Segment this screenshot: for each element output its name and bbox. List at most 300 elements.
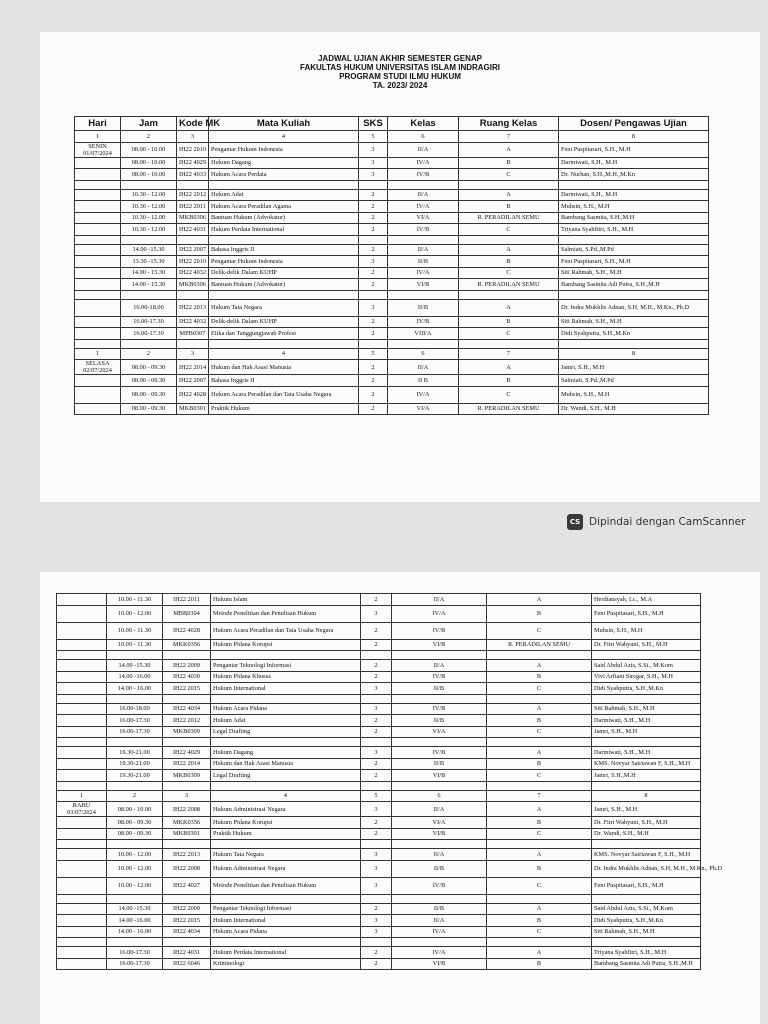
course-name: Hukum Pidana Korupsi xyxy=(211,639,361,651)
empty-cell xyxy=(592,894,701,903)
credits: 2 xyxy=(361,903,392,915)
course-name: Hukum Acara Peradilan dan Tata Usaha Negara xyxy=(209,386,359,403)
course-name: Praktik Hukum xyxy=(209,403,359,415)
examiner: Jamri, S.H.,M.H xyxy=(592,770,701,782)
column-number: 5 xyxy=(359,131,388,143)
exam-time: 16.00-17.30 xyxy=(121,316,177,328)
empty-cell xyxy=(392,938,487,947)
course-code: MKB0306 xyxy=(177,212,209,224)
day-date: 02/07/2024 xyxy=(83,367,112,374)
empty-cell xyxy=(559,290,709,299)
credits: 2 xyxy=(361,770,392,782)
class: II/A xyxy=(392,802,487,817)
examiner: Triyana Syahfitri, S.H., M.H xyxy=(559,224,709,236)
day-cell xyxy=(57,877,107,894)
course-name: Praktik Hukum xyxy=(211,828,361,840)
exam-time: 14.00 -15.30 xyxy=(107,903,163,915)
empty-cell xyxy=(211,938,361,947)
examiner: Muhsin, S.H., M.H xyxy=(592,622,701,639)
course-code: IH22 2012 xyxy=(163,715,211,727)
day-cell xyxy=(75,267,121,279)
class: II/B xyxy=(392,860,487,877)
examiner: Triyana Syahfitri, S.H., M.H xyxy=(592,947,701,959)
day-cell xyxy=(57,915,107,927)
table-row xyxy=(75,244,709,256)
table-row xyxy=(57,860,701,877)
room: A xyxy=(459,142,559,157)
day-cell xyxy=(57,726,107,738)
class: IV/A xyxy=(392,926,487,938)
class: II/A xyxy=(388,142,459,157)
empty-cell xyxy=(121,339,177,348)
course-code: IH22 2007 xyxy=(177,375,209,387)
empty-cell xyxy=(107,694,163,703)
table-row xyxy=(57,849,701,861)
empty-cell xyxy=(57,894,107,903)
examiner: Dr. Fitri Wahyuni, S.H., M.H xyxy=(592,817,701,829)
table-row xyxy=(57,770,701,782)
empty-cell xyxy=(459,290,559,299)
day-cell xyxy=(57,594,107,606)
empty-cell xyxy=(107,781,163,790)
empty-cell xyxy=(559,180,709,189)
class: IV/B xyxy=(388,224,459,236)
course-name: Bahasa Inggris II xyxy=(209,375,359,387)
examiner: Muhsin, S.H., M.H xyxy=(559,201,709,213)
course-name: Metode Penelitian dan Penulisan Hukum xyxy=(211,877,361,894)
empty-cell xyxy=(592,840,701,849)
table-row xyxy=(57,926,701,938)
class: IV/B xyxy=(392,747,487,759)
exam-time: 08.00 - 09.30 xyxy=(107,817,163,829)
course-name: Hukum Acara Pidana xyxy=(211,703,361,715)
day-name: SELASA xyxy=(85,360,110,367)
column-number: 5 xyxy=(361,790,392,802)
column-number: 1 xyxy=(57,790,107,802)
credits: 3 xyxy=(359,169,388,181)
exam-time: 08.00 - 09.30 xyxy=(107,828,163,840)
table-row xyxy=(57,726,701,738)
room: C xyxy=(459,328,559,340)
empty-cell xyxy=(487,694,592,703)
course-code: IH22 4032 xyxy=(177,316,209,328)
room: C xyxy=(487,828,592,840)
empty-cell xyxy=(361,938,392,947)
day-cell xyxy=(75,403,121,415)
day-cell xyxy=(57,622,107,639)
class: II B xyxy=(388,375,459,387)
day-cell xyxy=(75,375,121,387)
class: II/B xyxy=(392,715,487,727)
empty-cell xyxy=(361,894,392,903)
empty-cell xyxy=(209,180,359,189)
room: C xyxy=(459,267,559,279)
column-number: 6 xyxy=(388,348,459,360)
day-cell xyxy=(57,605,107,622)
course-name: Legal Drafting xyxy=(211,770,361,782)
credits: 3 xyxy=(359,157,388,169)
credits: 3 xyxy=(359,256,388,268)
examiner: Siti Rahmah, S.H., M.H xyxy=(559,316,709,328)
empty-cell xyxy=(592,938,701,947)
examiner: Jamri, S.H., M.H xyxy=(592,802,701,817)
examiner: Siti Rahmah, S.H., M.H xyxy=(592,926,701,938)
column-number: 2 xyxy=(107,790,163,802)
empty-cell xyxy=(487,894,592,903)
class: II/A xyxy=(388,189,459,201)
class: VI/A xyxy=(388,212,459,224)
empty-cell xyxy=(388,180,459,189)
col-jam: Jam xyxy=(121,117,177,131)
examiner: Darmiwati, S.H., M.H xyxy=(592,715,701,727)
credits: 2 xyxy=(359,224,388,236)
exam-schedule-table-page-1 xyxy=(74,116,709,415)
course-code: IH22 2011 xyxy=(177,201,209,213)
day-cell xyxy=(57,715,107,727)
exam-time: 16.00-17.30 xyxy=(107,726,163,738)
column-number: 3 xyxy=(177,348,209,360)
room: A xyxy=(487,849,592,861)
course-code: IH22 4031 xyxy=(177,224,209,236)
empty-cell xyxy=(177,180,209,189)
course-name: Pengantar Hukum Indonesia xyxy=(209,142,359,157)
table-row xyxy=(75,224,709,236)
class: VI/B xyxy=(392,770,487,782)
class: II/A xyxy=(388,360,459,375)
course-name: Pengantar Teknologi Informasi xyxy=(211,903,361,915)
course-code: MPB0307 xyxy=(177,328,209,340)
examiner: Bambang Sasmita, S.H.,M.H xyxy=(559,212,709,224)
exam-time: 16.00-17.30 xyxy=(107,958,163,970)
examiner: KMS. Novyar Satriawan F, S.H., M.H xyxy=(592,758,701,770)
course-code: IH22 2009 xyxy=(163,660,211,672)
table-row xyxy=(75,201,709,213)
course-code: IH22 2014 xyxy=(163,758,211,770)
spacer-row xyxy=(75,180,709,189)
exam-time: 16.00-17.30 xyxy=(121,328,177,340)
course-name: Hukum Pidana Khusus xyxy=(211,671,361,683)
exam-time: 14.00 - 16.00 xyxy=(107,926,163,938)
examiner: Feni Puspitasari, S.H., M.H xyxy=(592,605,701,622)
room: C xyxy=(459,224,559,236)
table-row xyxy=(75,328,709,340)
course-name: Metode Penelitian dan Penulisan Hukum xyxy=(211,605,361,622)
course-code: IH22 4031 xyxy=(163,947,211,959)
column-number-row xyxy=(75,131,709,143)
empty-cell xyxy=(359,339,388,348)
spacer-row xyxy=(75,339,709,348)
course-code: IH22 2008 xyxy=(163,860,211,877)
table-row xyxy=(57,703,701,715)
empty-cell xyxy=(211,781,361,790)
credits: 3 xyxy=(361,926,392,938)
empty-cell xyxy=(487,781,592,790)
exam-time: 08.00 - 10.00 xyxy=(121,169,177,181)
room: C xyxy=(487,726,592,738)
course-code: IH22 2011 xyxy=(163,594,211,606)
course-name: Hukum Acara Peradilan dan Tata Usaha Negara xyxy=(211,622,361,639)
credits: 2 xyxy=(361,758,392,770)
col-kode-mk: Kode MK xyxy=(177,117,209,131)
column-number: 4 xyxy=(209,131,359,143)
day-cell xyxy=(75,212,121,224)
col-sks: SKS xyxy=(359,117,388,131)
credits: 2 xyxy=(359,360,388,375)
examiner: Dr. Indra Mukhlis Adnan, S.H, M.H., M.Kn., Ph.D xyxy=(592,860,701,877)
spacer-row xyxy=(57,938,701,947)
course-code: IH22 4028 xyxy=(163,622,211,639)
course-name: Bantuan Hukum (Advokatur) xyxy=(209,212,359,224)
credits: 2 xyxy=(359,201,388,213)
course-code: MKK0356 xyxy=(163,639,211,651)
exam-time: 08.00 - 09.30 xyxy=(121,360,177,375)
exam-time: 08.00 - 09.30 xyxy=(121,403,177,415)
credits: 2 xyxy=(361,828,392,840)
column-number: 3 xyxy=(163,790,211,802)
examiner: Didi Syahputra, S.H.,M.Kn xyxy=(592,915,701,927)
table-row xyxy=(57,947,701,959)
empty-cell xyxy=(359,235,388,244)
table-row xyxy=(75,403,709,415)
day-cell xyxy=(75,244,121,256)
empty-cell xyxy=(163,651,211,660)
room: A xyxy=(487,802,592,817)
course-name: Hukum Dagang xyxy=(209,157,359,169)
course-name: Hukum dan Hak Asasi Manusia xyxy=(209,360,359,375)
room: B xyxy=(459,256,559,268)
examiner: Said Abdul Azis, S.Si., M.Kom xyxy=(592,660,701,672)
day-cell xyxy=(57,860,107,877)
credits: 2 xyxy=(361,671,392,683)
room: B xyxy=(487,860,592,877)
class: VI/A xyxy=(392,817,487,829)
day-cell xyxy=(57,817,107,829)
table-row xyxy=(57,639,701,651)
examiner: KMS. Novyar Satriawan F, S.H., M.H xyxy=(592,849,701,861)
course-code: IH22 2012 xyxy=(177,189,209,201)
table-row xyxy=(57,958,701,970)
course-name: Etika dan Tanggungjawab Profesi xyxy=(209,328,359,340)
camscanner-icon: CS xyxy=(567,514,583,530)
room: B xyxy=(487,915,592,927)
empty-cell xyxy=(487,651,592,660)
empty-cell xyxy=(487,938,592,947)
header-line-3: PROGRAM STUDI ILMU HUKUM xyxy=(339,72,461,81)
empty-cell xyxy=(361,781,392,790)
room: R. PERADILAN SEMU xyxy=(459,279,559,291)
exam-time: 10.30 - 12.00 xyxy=(121,212,177,224)
course-code: MKB0301 xyxy=(163,828,211,840)
column-number: 4 xyxy=(211,790,361,802)
course-name: Legal Drafting xyxy=(211,726,361,738)
room: B xyxy=(487,958,592,970)
exam-time: 14.00 - 15.30 xyxy=(121,279,177,291)
table-row xyxy=(75,142,709,157)
empty-cell xyxy=(211,738,361,747)
course-code: IH22 6046 xyxy=(163,958,211,970)
course-name: Bantuan Hukum (Advokatur) xyxy=(209,279,359,291)
room: B xyxy=(459,201,559,213)
empty-cell xyxy=(177,235,209,244)
exam-time: 10.00 - 12.00 xyxy=(107,849,163,861)
course-code: IH22 2013 xyxy=(177,299,209,316)
exam-time: 10.00 - 12.00 xyxy=(107,877,163,894)
course-code: IH22 4034 xyxy=(163,703,211,715)
course-code: MKB0301 xyxy=(177,403,209,415)
examiner: Didi Syahputra, S.H.,M.Kn xyxy=(559,328,709,340)
course-name: Hukum Perdata International xyxy=(209,224,359,236)
column-number-row xyxy=(75,348,709,360)
table-row xyxy=(57,802,701,817)
examiner: Bambang Sasmita Adi Putra, S.H.,M.H xyxy=(592,958,701,970)
spacer-row xyxy=(57,651,701,660)
course-name: Hukum Tata Negara xyxy=(209,299,359,316)
empty-cell xyxy=(57,738,107,747)
empty-cell xyxy=(392,840,487,849)
class: VI/B xyxy=(392,828,487,840)
empty-cell xyxy=(592,738,701,747)
column-number: 3 xyxy=(177,131,209,143)
class: IV/A xyxy=(388,201,459,213)
day-cell xyxy=(75,256,121,268)
examiner: Didi Syahputra, S.H.,M.Kn xyxy=(592,683,701,695)
empty-cell xyxy=(211,651,361,660)
empty-cell xyxy=(107,738,163,747)
day-cell xyxy=(57,828,107,840)
empty-cell xyxy=(57,840,107,849)
spacer-row xyxy=(57,781,701,790)
column-number: 4 xyxy=(209,348,359,360)
course-code: IH22 2009 xyxy=(163,903,211,915)
table-row xyxy=(57,903,701,915)
room: B xyxy=(459,316,559,328)
col-dosen: Dosen/ Pengawas Ujian xyxy=(559,117,709,131)
class: II/A xyxy=(388,244,459,256)
class: II/A xyxy=(392,594,487,606)
day-date: 03/07/2024 xyxy=(67,809,96,816)
empty-cell xyxy=(392,651,487,660)
examiner: Dr. Wandi, S.H., M.H xyxy=(592,828,701,840)
table-row xyxy=(75,169,709,181)
day-name: SENIN xyxy=(88,142,107,150)
day-cell xyxy=(57,770,107,782)
table-row xyxy=(75,256,709,268)
room: A xyxy=(487,903,592,915)
day-cell xyxy=(75,299,121,316)
room: A xyxy=(459,244,559,256)
empty-cell xyxy=(559,235,709,244)
room: B xyxy=(487,817,592,829)
class: II/B xyxy=(392,683,487,695)
empty-cell xyxy=(392,781,487,790)
column-number: 2 xyxy=(121,131,177,143)
class: VI/A xyxy=(392,726,487,738)
class: VI/B xyxy=(392,958,487,970)
empty-cell xyxy=(459,339,559,348)
room: C xyxy=(487,770,592,782)
empty-cell xyxy=(121,180,177,189)
empty-cell xyxy=(163,781,211,790)
course-name: Bahasa Inggris II xyxy=(209,244,359,256)
exam-time: 14.00 -15.30 xyxy=(107,660,163,672)
credits: 3 xyxy=(359,299,388,316)
empty-cell xyxy=(388,235,459,244)
course-name: Hukum International xyxy=(211,915,361,927)
credits: 2 xyxy=(361,958,392,970)
course-name: Hukum Tata Negara xyxy=(211,849,361,861)
class: II/A xyxy=(392,660,487,672)
course-code: IH22 2010 xyxy=(177,142,209,157)
exam-time: 19.30-21.00 xyxy=(107,770,163,782)
day-cell xyxy=(57,903,107,915)
room: A xyxy=(487,594,592,606)
room: A xyxy=(459,360,559,375)
day-date: 01/07/2024 xyxy=(83,149,112,157)
credits: 2 xyxy=(361,639,392,651)
class: IV/B xyxy=(388,316,459,328)
class: IV/B xyxy=(392,877,487,894)
document-header xyxy=(40,54,760,90)
empty-cell xyxy=(57,651,107,660)
day-cell xyxy=(57,958,107,970)
credits: 3 xyxy=(361,703,392,715)
course-code: IH22 4028 xyxy=(177,386,209,403)
exam-time: 08.00 - 10.00 xyxy=(121,157,177,169)
day-cell xyxy=(57,926,107,938)
empty-cell xyxy=(592,651,701,660)
class: II/B xyxy=(392,903,487,915)
exam-time: 10.30 - 12.00 xyxy=(121,224,177,236)
credits: 2 xyxy=(359,375,388,387)
course-name: Hukum Islam xyxy=(211,594,361,606)
room: C xyxy=(459,169,559,181)
day-cell xyxy=(75,201,121,213)
examiner: Siti Rahmah, S.H., M.H xyxy=(559,267,709,279)
examiner: Dr. Indra Mukhlis Adnan, S.H, M.H., M.Kn., Ph.D xyxy=(559,299,709,316)
room: B xyxy=(487,715,592,727)
credits: 2 xyxy=(361,660,392,672)
class: IV/B xyxy=(392,703,487,715)
exam-time: 14.00 -16.00 xyxy=(107,915,163,927)
credits: 3 xyxy=(361,849,392,861)
col-hari: Hari xyxy=(75,117,121,131)
course-name: Hukum Acara Perdata xyxy=(209,169,359,181)
day-cell xyxy=(57,802,107,817)
credits: 2 xyxy=(359,279,388,291)
credits: 2 xyxy=(359,267,388,279)
credits: 3 xyxy=(361,877,392,894)
column-number: 7 xyxy=(459,348,559,360)
room: A xyxy=(459,299,559,316)
col-kelas: Kelas xyxy=(388,117,459,131)
table-row xyxy=(75,189,709,201)
table-row xyxy=(75,157,709,169)
course-name: Hukum Adat xyxy=(211,715,361,727)
empty-cell xyxy=(177,290,209,299)
examiner: Said Abdul Azis, S.Si., M.Kom xyxy=(592,903,701,915)
day-cell xyxy=(57,947,107,959)
table-row xyxy=(57,683,701,695)
room: B xyxy=(487,605,592,622)
course-code: IH22 2015 xyxy=(163,915,211,927)
exam-time: 13.30 -15.30 xyxy=(121,256,177,268)
empty-cell xyxy=(163,938,211,947)
table-row xyxy=(75,386,709,403)
day-cell xyxy=(75,189,121,201)
class: II/B xyxy=(392,758,487,770)
credits: 2 xyxy=(359,403,388,415)
course-code: MKB0309 xyxy=(163,726,211,738)
